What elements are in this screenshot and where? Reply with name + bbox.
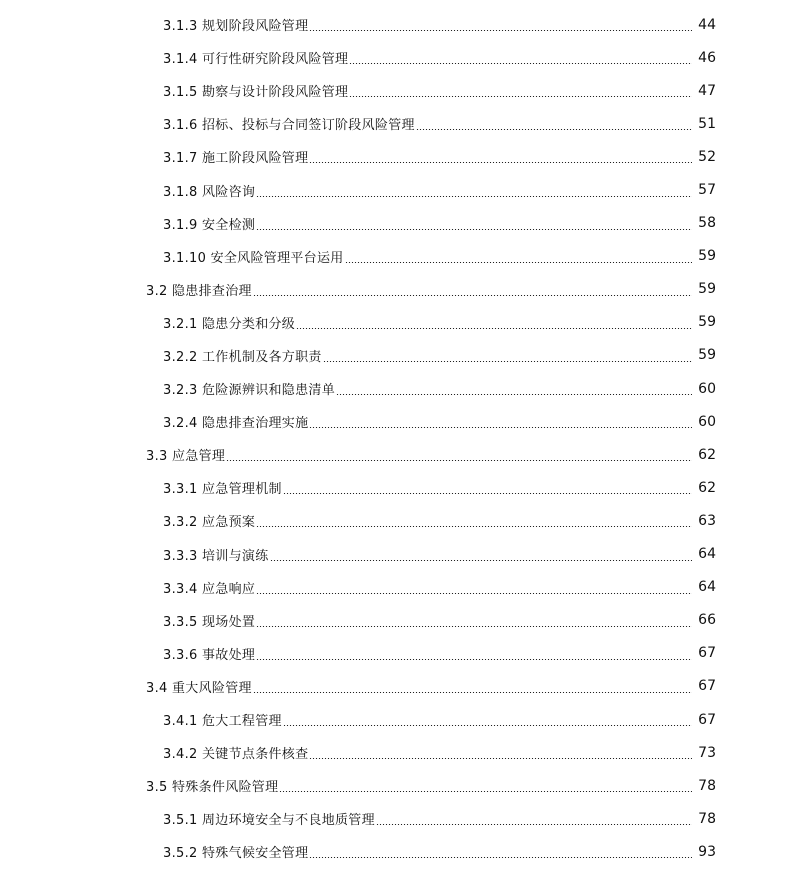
toc-entry-title: 3.3.5 现场处置 [163, 614, 256, 630]
toc-entry-title: 3.3.2 应急预案 [163, 515, 256, 531]
toc-entry-3-3-3[interactable] [0, 538, 793, 571]
toc-entry-page-number: 66 [698, 612, 716, 629]
toc-entry-page-number: 57 [698, 182, 716, 199]
toc-entry-3-4[interactable] [0, 670, 793, 703]
toc-entry-page-number: 46 [698, 49, 716, 66]
toc-entry-title: 3.1.3 规划阶段风险管理 [163, 19, 309, 35]
dot-leader [309, 30, 692, 31]
toc-entry-title: 3.2.4 隐患排查治理实施 [163, 416, 309, 432]
toc-entry-title: 3.3.6 事故处理 [163, 647, 256, 663]
toc-entry-3-5-1[interactable] [0, 802, 793, 835]
toc-entry-page-number: 62 [698, 479, 716, 496]
dot-leader [309, 427, 692, 428]
toc-entry-page-number: 60 [698, 380, 716, 397]
dot-leader [416, 129, 692, 130]
toc-entry-3-1-4[interactable] [0, 41, 793, 74]
dot-leader [349, 63, 692, 64]
toc-entry-3-1-9[interactable] [0, 207, 793, 240]
toc-entry-page-number: 63 [698, 512, 716, 529]
toc-entry-page-number: 67 [698, 678, 716, 695]
toc-entry-page-number: 47 [698, 82, 716, 99]
toc-entry-title: 3.4 重大风险管理 [146, 680, 252, 696]
dot-leader [376, 824, 692, 825]
toc-entry-3-1-10[interactable] [0, 240, 793, 273]
dot-leader [256, 526, 692, 527]
toc-entry-page-number: 59 [698, 281, 716, 298]
toc-entry-3-1-3[interactable] [0, 8, 793, 41]
dot-leader [253, 295, 692, 296]
toc-entry-page-number: 52 [698, 148, 716, 165]
toc-entry-3-1-5[interactable] [0, 74, 793, 107]
toc-entry-3-1-8[interactable] [0, 173, 793, 206]
toc-entry-title: 3.3.3 培训与演练 [163, 548, 269, 564]
toc-entry-title: 3.3.4 应急响应 [163, 581, 256, 597]
dot-leader [256, 626, 692, 627]
toc-entry-page-number: 44 [698, 16, 716, 33]
dot-leader [309, 162, 692, 163]
toc-entry-title: 3.2.2 工作机制及各方职责 [163, 349, 322, 365]
toc-entry-3-2[interactable] [0, 273, 793, 306]
dot-leader [270, 560, 692, 561]
dot-leader [345, 262, 692, 263]
toc-entry-title: 3.1.9 安全检测 [163, 217, 256, 233]
toc-entry-page-number: 64 [698, 579, 716, 596]
toc-entry-page-number: 59 [698, 248, 716, 265]
toc-entry-title: 3.4.2 关键节点条件核查 [163, 747, 309, 763]
toc-entry-page-number: 78 [698, 777, 716, 794]
toc-entry-title: 3.3.1 应急管理机制 [163, 482, 282, 498]
dot-leader [349, 96, 692, 97]
toc-entry-title: 3.4.1 危大工程管理 [163, 714, 282, 730]
toc-entry-title: 3.2.3 危险源辨识和隐患清单 [163, 383, 336, 399]
toc-entry-title: 3.5.2 特殊气候安全管理 [163, 846, 309, 862]
dot-leader [296, 328, 692, 329]
toc-entry-page-number: 51 [698, 115, 716, 132]
dot-leader [253, 692, 692, 693]
toc-entry-3-4-1[interactable] [0, 703, 793, 736]
dot-leader [256, 593, 692, 594]
toc-entry-title: 3.3 应急管理 [146, 449, 226, 465]
toc-entry-page-number: 93 [698, 843, 716, 860]
toc-entry-page-number: 60 [698, 413, 716, 430]
toc-entry-3-3-4[interactable] [0, 571, 793, 604]
dot-leader [336, 394, 692, 395]
toc-entry-3-5[interactable] [0, 769, 793, 802]
toc-entry-3-2-1[interactable] [0, 306, 793, 339]
toc-entry-page-number: 78 [698, 810, 716, 827]
toc-entry-3-3-1[interactable] [0, 471, 793, 504]
toc-entry-title: 3.1.8 风险咨询 [163, 184, 256, 200]
toc-entry-page-number: 64 [698, 546, 716, 563]
dot-leader [279, 791, 692, 792]
dot-leader [309, 758, 692, 759]
toc-entry-page-number: 58 [698, 215, 716, 232]
toc-entry-title: 3.1.10 安全风险管理平台运用 [163, 250, 344, 266]
dot-leader [309, 857, 692, 858]
dot-leader [256, 229, 692, 230]
toc-entry-title: 3.2.1 隐患分类和分级 [163, 316, 296, 332]
dot-leader [256, 196, 692, 197]
toc-entry-page-number: 67 [698, 645, 716, 662]
toc-entry-title: 3.2 隐患排查治理 [146, 283, 252, 299]
toc-entry-3-3-2[interactable] [0, 504, 793, 537]
toc-entry-3-3[interactable] [0, 438, 793, 471]
toc-entry-title: 3.5 特殊条件风险管理 [146, 780, 279, 796]
dot-leader [226, 460, 692, 461]
toc-entry-3-5-2[interactable] [0, 835, 793, 868]
toc-entry-title: 3.1.6 招标、投标与合同签订阶段风险管理 [163, 118, 415, 134]
toc-entry-title: 3.1.5 勘察与设计阶段风险管理 [163, 85, 349, 101]
toc-entry-3-2-2[interactable] [0, 339, 793, 372]
toc-entry-title: 3.5.1 周边环境安全与不良地质管理 [163, 813, 375, 829]
toc-entry-3-1-6[interactable] [0, 107, 793, 140]
dot-leader [323, 361, 692, 362]
dot-leader [283, 493, 692, 494]
toc-entry-3-2-4[interactable] [0, 405, 793, 438]
toc-entry-page-number: 59 [698, 314, 716, 331]
toc-entry-3-1-7[interactable] [0, 140, 793, 173]
toc-entry-page-number: 67 [698, 711, 716, 728]
toc-entry-3-3-6[interactable] [0, 637, 793, 670]
table-of-contents [0, 8, 793, 868]
toc-entry-3-2-3[interactable] [0, 372, 793, 405]
toc-entry-3-3-5[interactable] [0, 604, 793, 637]
toc-entry-title: 3.1.7 施工阶段风险管理 [163, 151, 309, 167]
dot-leader [256, 659, 692, 660]
toc-entry-page-number: 59 [698, 347, 716, 364]
toc-entry-page-number: 62 [698, 446, 716, 463]
dot-leader [283, 725, 692, 726]
toc-entry-page-number: 73 [698, 744, 716, 761]
toc-entry-3-4-2[interactable] [0, 736, 793, 769]
toc-entry-title: 3.1.4 可行性研究阶段风险管理 [163, 52, 349, 68]
